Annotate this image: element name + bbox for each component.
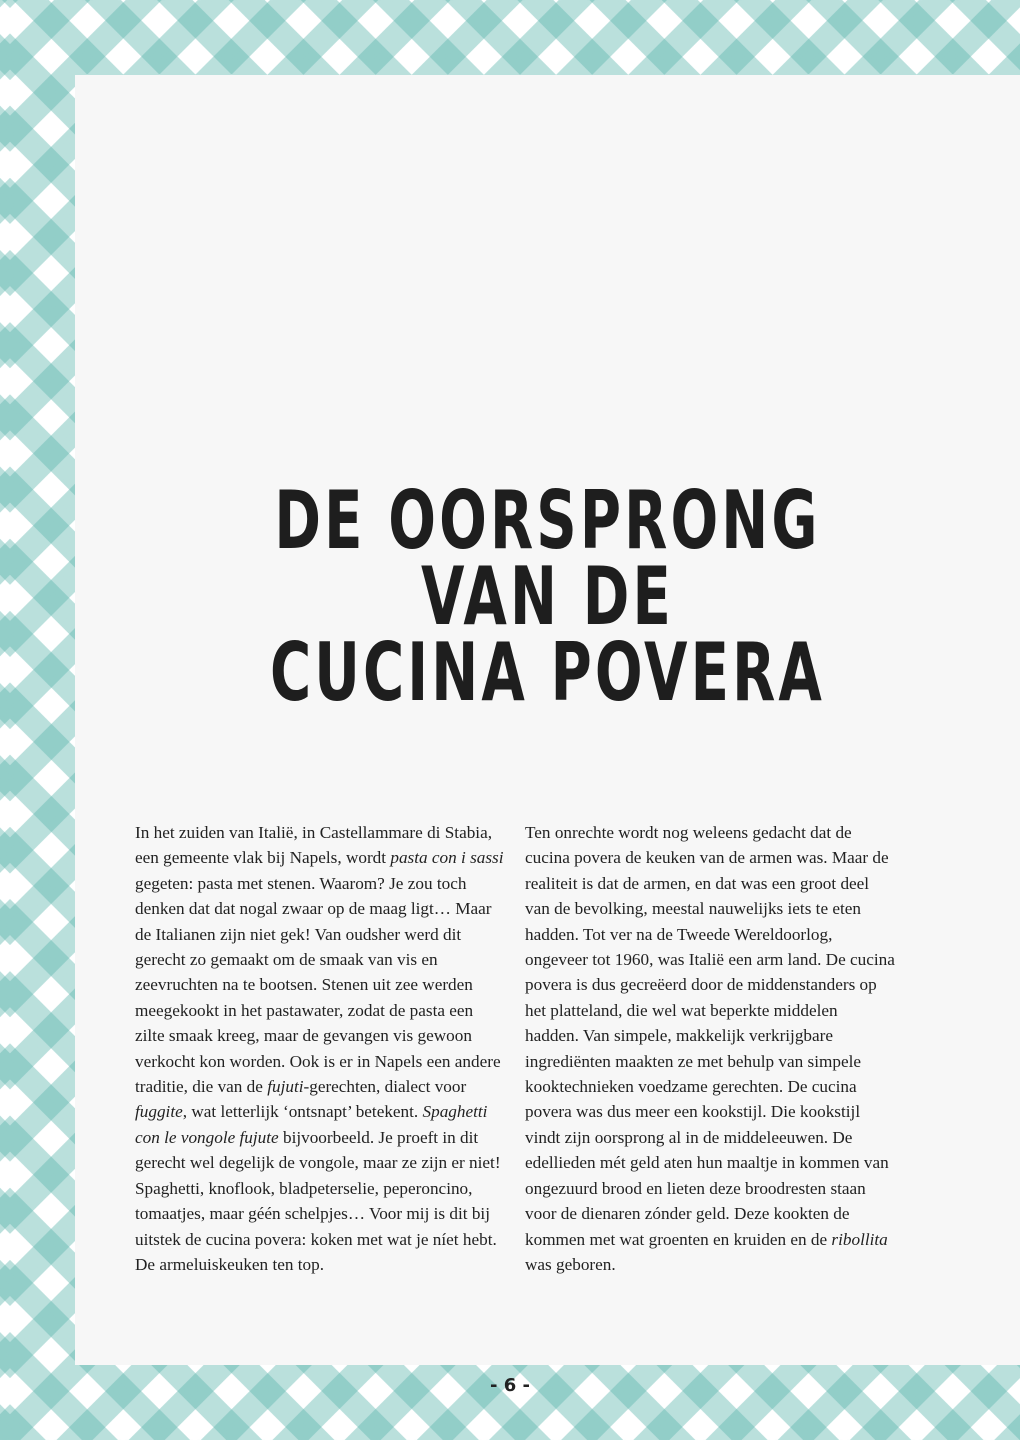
body-column-right <box>525 820 895 1277</box>
text: In het zuiden van Italië, in Castellammare di Stabia, een gemeente vlak bij Napels, wordt <box>135 823 493 868</box>
italic-text: Spaghetti con le vongole fujute <box>135 1102 488 1147</box>
paragraph <box>525 820 895 1277</box>
page-title <box>179 474 916 719</box>
title-line-3: CUCINA POVERA <box>269 626 826 719</box>
text: , wat letterlijk ‘ontsnapt’ betekent. <box>182 1102 423 1122</box>
paragraph <box>135 820 505 1277</box>
text: was geboren. <box>525 1254 616 1274</box>
text: bijvoorbeeld. Je proeft in dit gerecht wel degelijk de vongole, maar ze zijn er niet! Spaghetti, knoflook, bladpeterselie, peperoncino, tomaatjes, maar géén schelpjes… Voor mij is dit bij uitstek de cucina povera: koken met wat je níet hebt. De armeluiskeuken ten top. <box>135 1127 501 1274</box>
page-number: - 6 - <box>490 1375 530 1396</box>
text: Ten onrechte wordt nog weleens gedacht dat de cucina povera de keuken van de armen was. Maar de realiteit is dat de armen, en dat was een groot deel van de bevolking, meestal nauwelijks iets te eten hadden. Tot ver na de Tweede Wereldoorlog, ongeveer tot 1960, was Italië een arm land. De cucina povera is dus gecreëerd door de middenstanders op het platteland, die wel wat beperkte middelen hadden. Van simpele, makkelijk verkrijgbare ingrediënten maakten ze met behulp van simpele kooktechnieken voedzame gerechten. De cucina povera was dus meer een kookstijl. Die kookstijl vindt zijn oorsprong al in de middeleeuwen. De edellieden mét geld aten hun maaltje in kommen van ongezuurd brood en lieten deze broodresten staan voor de dienaren zónder geld. Deze kookten de kommen met wat groenten en kruiden en de <box>525 823 895 1249</box>
text: gegeten: pasta met stenen. Waarom? Je zou toch denken dat dat nogal zwaar op de maag ligt… Maar de Italianen zijn niet gek! Van oudsher werd dit gerecht zo gemaakt om de smaak van vis en zeevruchten na te bootsen. Stenen uit zee werden meegekookt in het pastawater, zodat de pasta een zilte smaak kreeg, maar de gevangen vis gewoon verkocht kon worden. Ook is er in Napels een andere traditie, die van de <box>135 873 501 1097</box>
italic-text: ribollita <box>831 1229 888 1249</box>
body-column-left <box>135 820 505 1277</box>
title-line-2: VAN DE <box>421 550 674 643</box>
italic-text: fujuti <box>267 1077 304 1097</box>
title-line-1: DE OORSPRONG <box>274 474 821 567</box>
italic-text: pasta con i sassi <box>390 848 504 868</box>
italic-text: fuggite <box>135 1102 183 1122</box>
text: -gerechten, dialect voor <box>303 1077 467 1097</box>
